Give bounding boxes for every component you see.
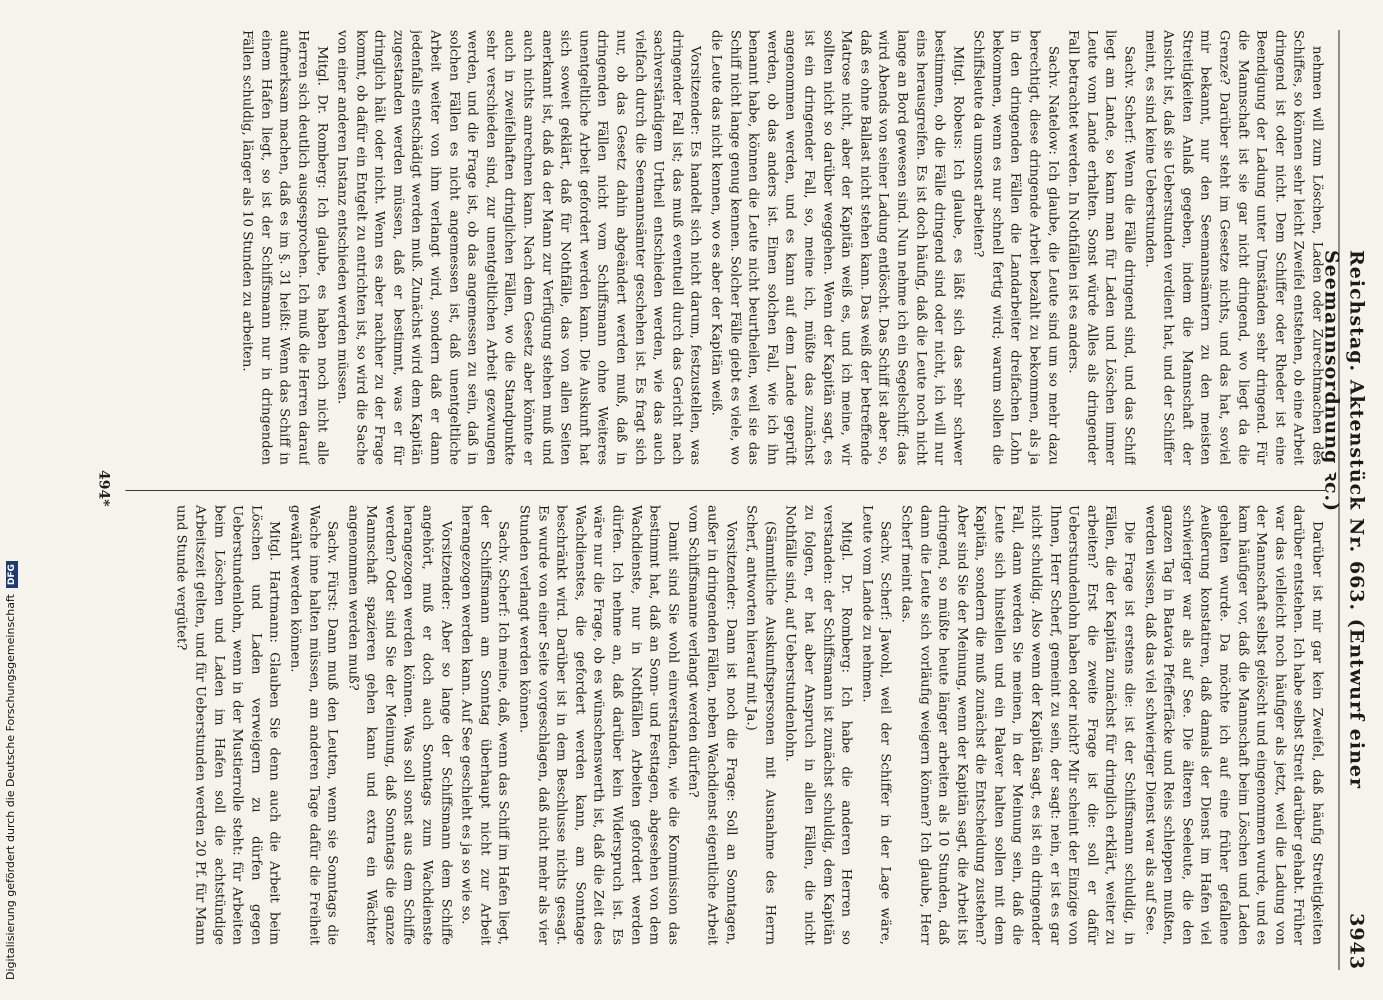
paragraph: Damit sind Sie wohl einverstanden, wie die Kommission das bestimmt hat, daß an Sonn- und Festtagen, abgesehen von dem Wachdienste, nur in Nothfällen Arbeiten gefordert werden dürfen. Ich nehme an, daß darüber kein Widerspruch ist. Es wäre nur die Frage, ob es wünschenswerth ist, daß die Zeit des Wachdienstes, die gefordert werden kann, am Sonntage beschränkt wird. Darüber ist in dem Beschlusse nichts gesagt. Es wurde von einer Seite vorgeschlagen, daß nicht mehr als vier Stunden verlangt werden können. <box>516 505 680 945</box>
sheet-number: 494* <box>95 470 111 507</box>
paragraph: Vorsitzender: Aber so lange der Schiffsmann dem Schiffe angehört, muß er doch auch Sonntags zum Wachdienste herangezogen werden können. Was soll sonst aus dem Schiffe werden? Oder sind Sie der Meinung, daß Sonntags die ganze Mannschaft spazieren gehen kann und extra ein Wächter angenommen werden muß? <box>344 505 453 945</box>
paragraph: Vorsitzender: Es handelt sich nicht darum, festzustellen, was dringender Fall ist; das muß eventuell durch das Gericht nach sachverständigem Urtheil entschieden werden, wie das auch vielfach durch die Seemannsämter geschehen ist. Es fragt sich nur, ob das Gesetz dahin abgeändert werden muß, daß in dringenden Fällen nicht vom Schiffsmann ohne Weiteres unentgeltliche Arbeit gefordert werden kann. Die Auskunft hat sich soweit geklärt, daß für Nothfälle, das von allen Seiten anerkannt ist, daß da der Mann zur Verfügung stehen muß und auch nichts anrechnen kann. Nach dem Gesetz aber könnte er auch in zweifelhaften dringlichen Fällen, wo die Standpunkte sehr verschieden sind, zur unentgeltlichen Arbeit gezwungen werden, und die Frage ist, ob das angemessen zu sein, daß in solchen Fällen es nicht angemessen ist, daß unentgeltliche Arbeit weiter von ihm verlangt wird, sondern daß er dann jedenfalls entschädigt werden muß. Zunächst wird dem Kapitän zugestanden werden müssen, daß er bestimmt, was er für dringlich hält oder nicht. Wenn es aber nachher zu der Frage kommt, ob dafür ein Entgelt zu entrichten ist, so wird die Sache von einer anderen Instanz entschieden werden müssen. <box>334 30 703 465</box>
right-column <box>125 490 1325 945</box>
paragraph: Mitgl. Hartmann: Glauben Sie denn auch die Arbeit beim Löschen und Laden verweigern zu dürfen gegen Ueberstundenlohn, wenn in der Mustierrolle steht: für Arbeiten beim Löschen und Laden im Hafen soll die achtstündige Arbeitszeit gelten, und für Ueberstunden werden 20 Pf. für Mann und Stunde vergütet? <box>173 505 282 945</box>
digitization-credit <box>4 0 18 980</box>
paragraph: Sachv. Scherf: Jawohl, weil der Schiffer in der Lage wäre, Leute vom Lande zu nehmen. <box>858 505 893 945</box>
paragraph: Darüber ist mir gar kein Zweifel, daß häufig Streitigkeiten darüber entstehen. Ich habe selbst Streit darüber gehabt. Früher war das vielleicht noch häufiger als jetzt, weil die Ladung von der Mannschaft selbst gelöscht und eingenommen wurde, und es kam häufiger vor, daß die Mannschaft beim Löschen und Laden gehalten wurde. Da möchte ich auf eine früher gefallene Aeußerung konstatiren, daß damals der Dienst im Hafen viel schwieriger war als auf See. Die älteren Seeleute, die den ganzen Tag in Batavia Pfefferfäcke und Reis schleppen mußten, werden wissen, daß das viel schwieriger Dienst war als auf See. <box>1141 505 1324 945</box>
paragraph: Vorsitzender: Dann ist noch die Frage: Soll an Sonntagen, außer in dringenden Fällen, neben Wachdienst eigentliche Arbeit vom Schiffsmanne verlangt werden dürfen? <box>685 505 738 945</box>
paragraph: Sachv. Scherf: Ich meine, daß, wenn das Schiff im Hafen liegt, der Schiffsmann am Sonntag überhaupt nicht zur Arbeit herangezogen werden kann. Auf See geschieht es ja so wie so. <box>458 505 511 945</box>
paragraph: Mitgl. Dr. Romberg: Ich glaube, es haben noch nicht alle Herren sich deutlich ausgesprochen. Ich muß die Herren darauf aufmerksam machen, daß es im §. 31 heißt: Wenn das Schiff in einem Hafen liegt, so ist der Schiffsmann nur in dringenden Fällen schuldig, länger als 10 Stunden zu arbeiten. <box>239 30 329 465</box>
dfg-logo: DFG <box>6 561 18 588</box>
paragraph: Sachv. Natelow: Ich glaube, die Leute sind um so mehr dazu berechtigt, diese dringende Arbeit bezahlt zu bekommen, als ja in den dringenden Fällen die Landarbeiter dreifachen Lohn bekommen, wenn es nur schnell fertig wird; warum sollen die Schiffsleute da umsonst arbeiten? <box>970 30 1060 465</box>
paragraph: nehmen will zum Löschen, Laden oder Zurechtmachen des Schiffes, so können sehr leicht Zweifel entstehen, ob eine Arbeit dringend ist oder nicht. Dem Schiffer oder Rheder ist eine Beendigung der Ladung unter Umständen sehr dringend. Für die Mannschaft ist sie gar nicht dringend, wo liegt da die Grenze? Darüber steht im Gesetze nichts, und das hat, soviel mir bekannt, nur den Seemannsämtern zu den meisten Streitigkeiten Anlaß gegeben, indem die Mannschaft der Ansicht ist, daß sie Ueberstunden verdient hat, und der Schiffer meint, es sind keine Ueberstunden. <box>1141 30 1324 465</box>
page-number: 3943 <box>1345 913 1367 970</box>
paragraph: Die Frage ist erstens die: ist der Schiffsmann schuldig, in Fällen, die der Kapitän zunächst für dringlich erklärt, weiter zu arbeiten? Erst die zweite Frage ist die: soll er dafür Ueberstundenlohn haben oder nicht? Mir scheint der Einzige von Ihnen, Herr Scherf, gemeint zu sein, der sagt: nein, er ist es gar nicht schuldig. Also wenn der Kapitän sagt, es ist ein dringender Fall, dann werden Sie meinen, in der Meinung sein, daß die Leute sich hinstellen und ein Palaver halten sollen mit dem Kapitän, sondern die muß zunächst die Entscheidung zustehen? Aber sind Sie der Meinung, wenn der Kapitän sagt, die Arbeit ist dringend, so müßte heute länger arbeiten als 10 Stunden, daß dann die Leute sich vorläufig weigern können? Ich glaube, Herr Scherf meint das. <box>897 505 1137 945</box>
paragraph: Mitgl. Robeus: Ich glaube, es läßt sich das sehr schwer bestimmen, ob die Fälle dringend sind oder nicht, ich will nur eins herausgreifen. Es ist doch häufig, daß die Leute noch nicht lange an Bord gewesen sind. Nun nehme ich ein Segelschiff; das wird Abends von seiner Ladung entlöscht. Das Schiff ist aber so, daß es ohne Ballast nicht stehen kann. Das weiß der betreffende Matrose nicht, aber der Kapitän weiß es, und ich meine, wir sollten nicht so darüber weggehen. Wenn der Kapitän sagt, es ist ein dringender Fall, so, meine ich, müßte das zunächst angenommen werden, und es kann auf dem Lande geprüft werden, ob das anders ist. Einen solchen Fall, wie ich ihn benannt habe, können die Leute nicht beurtheilen, weil sie das Schiff nicht lange genug kennen. Solcher Fälle giebt es viele, wo die Leute das nicht kennen, wo es aber der Kapitän weiß. <box>708 30 965 465</box>
credit-text: Digitalisierung gefördert durch die Deutsche Forschungsgemeinschaft <box>4 594 17 980</box>
paragraph: Mitgl. Dr. Romberg: Ich habe die anderen Herren so verstanden: der Schiffsmann ist zunächst schuldig, dem Kapitän zu folgen, er hat aber Anspruch in allen Fällen, die nicht Nothfälle sind, auf Ueberstundenlohn. <box>782 505 854 945</box>
paragraph: Sachv. Fürst: Dann muß den Leuten, wenn sie Sonntags die Wache inne halten müssen, am anderen Tage dafür die Freiheit gewährt werden können. <box>286 505 340 945</box>
header-title: Reichstag. Aktenstück Nr. 663. (Entwurf einer Seemannsordnung ꝛc.) <box>1320 250 1367 789</box>
running-header <box>1320 30 1369 970</box>
paragraph: Sachv. Scherf: Wenn die Fälle dringend sind, und das Schiff liegt am Lande, so kann man für Laden und Löschen immer Leute vom Lande erhalten. Sonst würde Alles als dringender Fall betrachtet werden. In Nothfällen ist es anders. <box>1065 30 1137 465</box>
left-column <box>125 30 1325 465</box>
paragraph: (Sämmtliche Auskunftspersonen mit Ausnahme des Herrn Scherf, antworten hierauf mit Ja.) <box>743 505 777 945</box>
